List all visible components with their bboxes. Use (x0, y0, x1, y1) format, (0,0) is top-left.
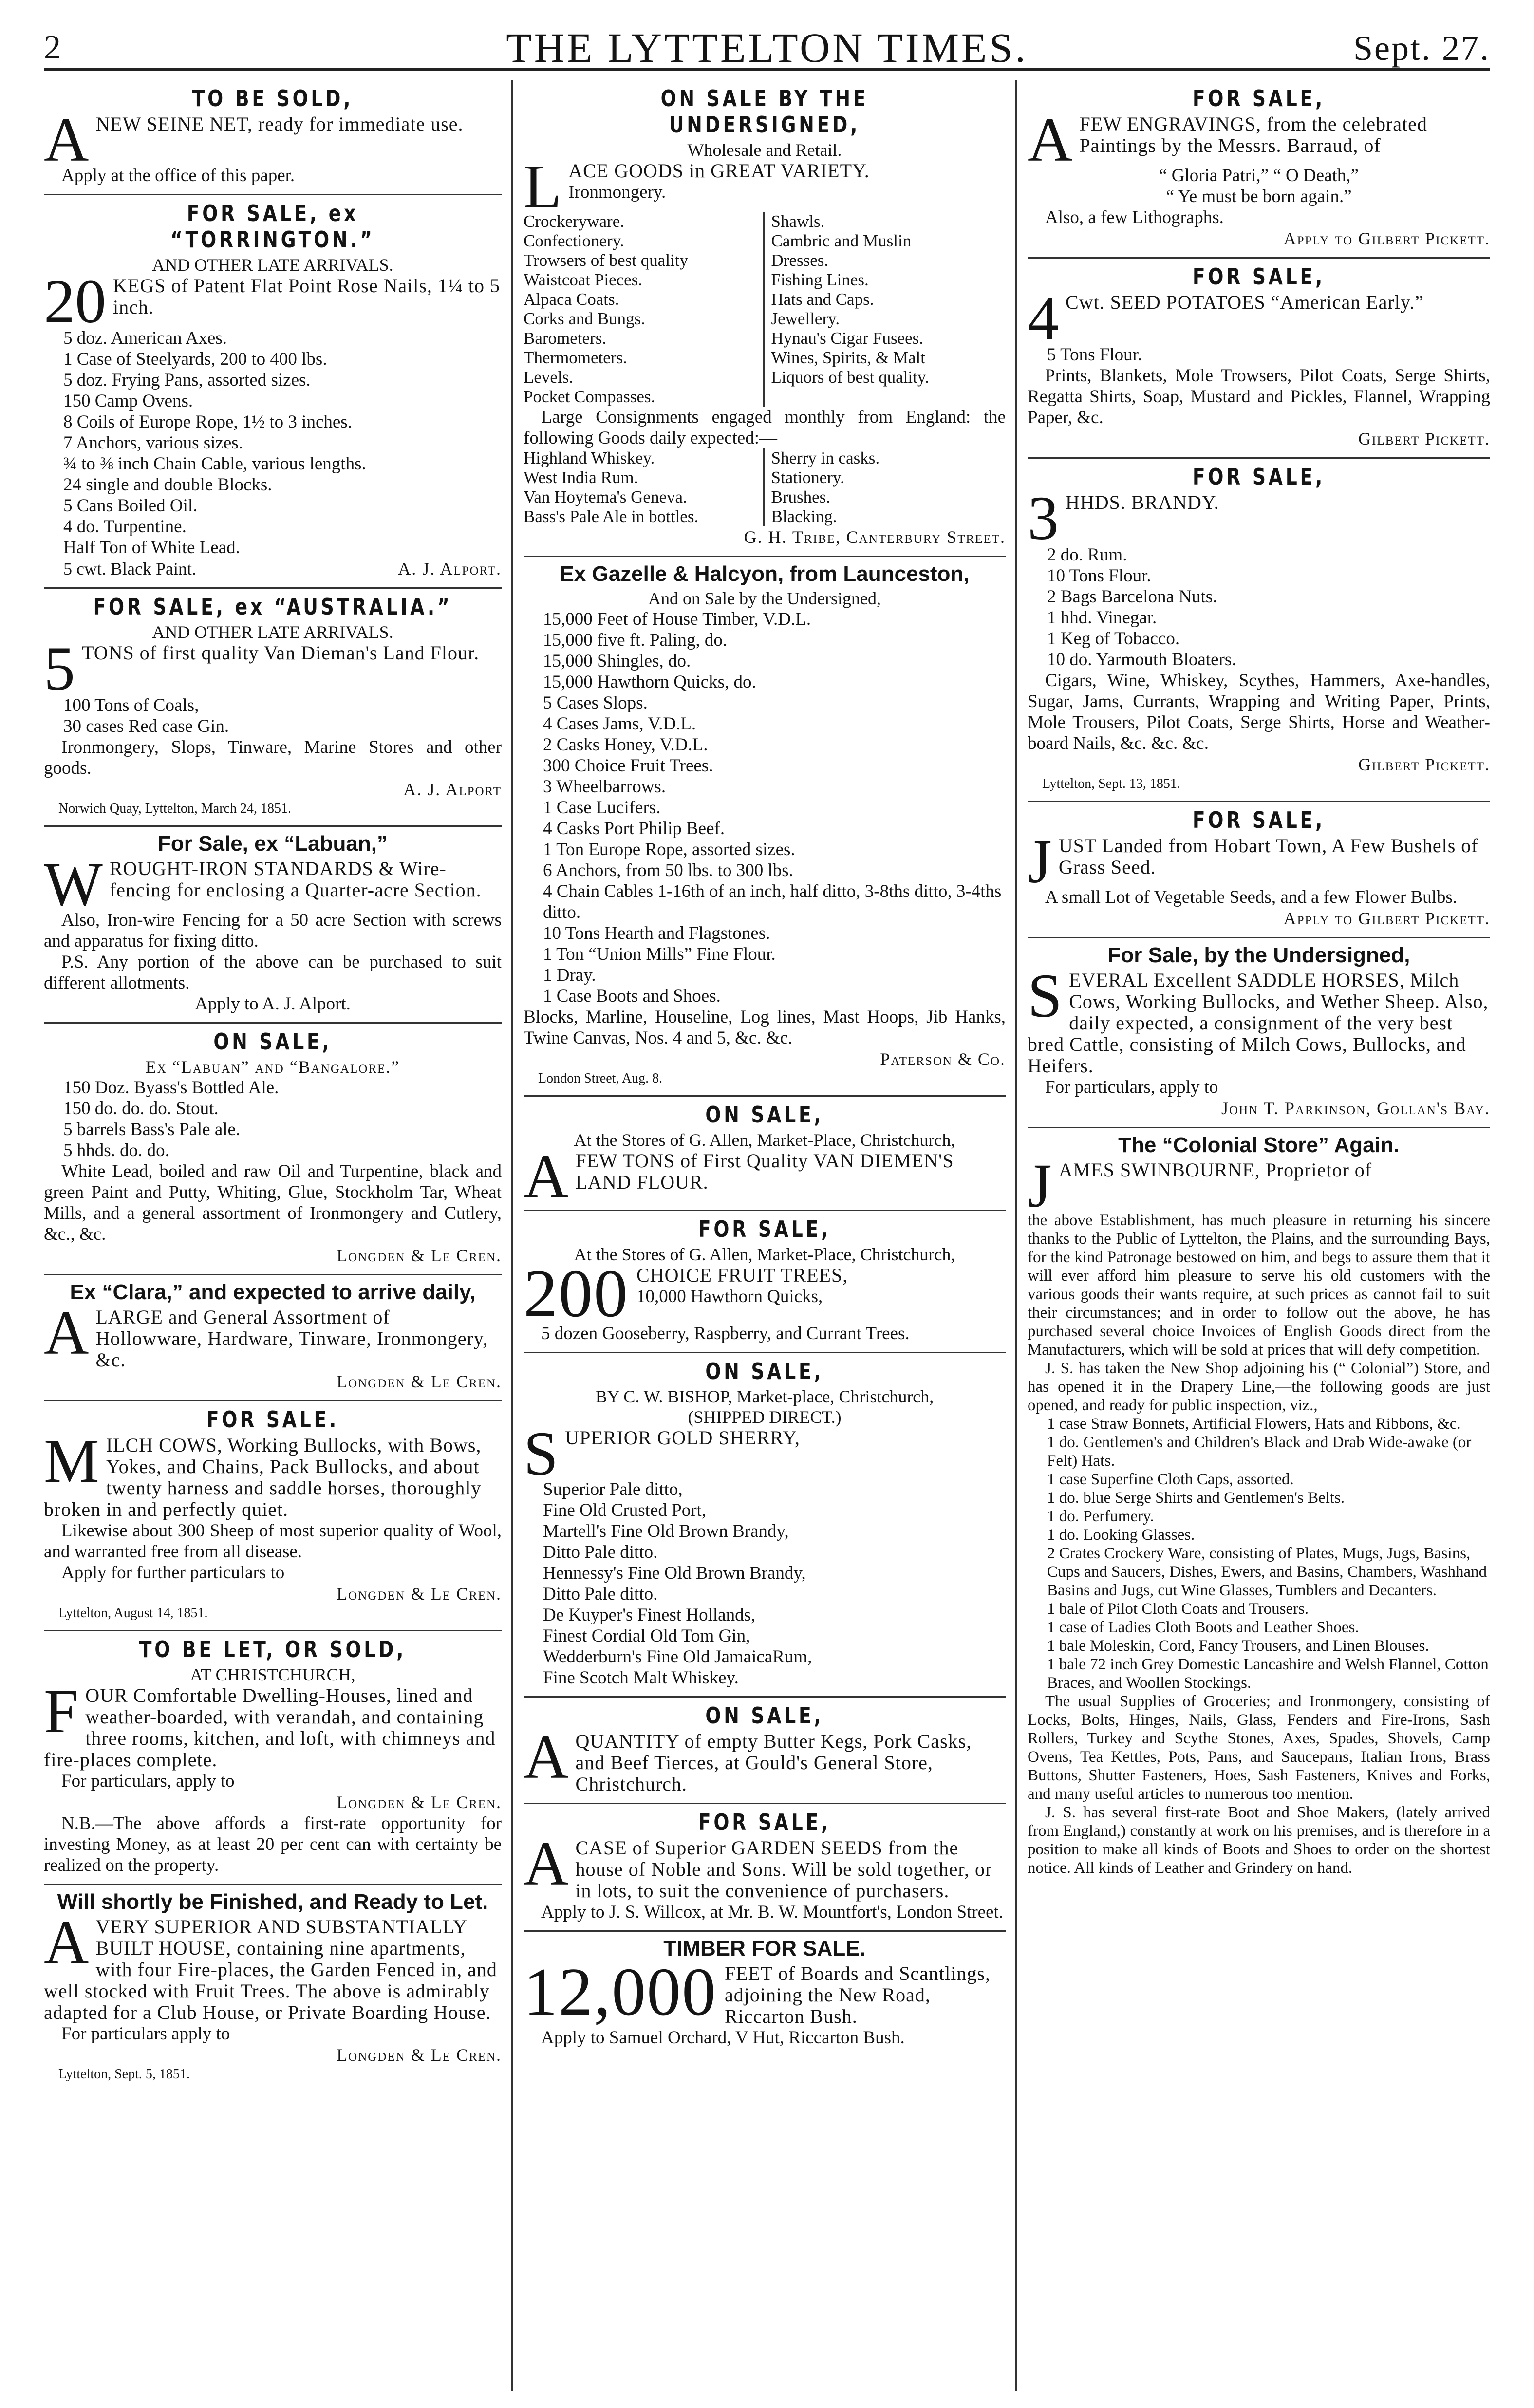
list-item: Martell's Fine Old Brown Brandy, (543, 1521, 789, 1541)
advert-heading: ON SALE, (705, 1702, 824, 1729)
advert-heading: FOR SALE, (1192, 464, 1326, 490)
list-item: Wines, Spirits, & Malt (771, 348, 926, 367)
advert-body: Ironmongery, Slops, Tinware, Marine Stores and other goods. (44, 737, 502, 778)
item-list (524, 609, 1006, 1007)
list-item: Finest Cordial Old Tom Gin, (543, 1626, 750, 1646)
advert-body: Blocks, Marline, Houseline, Log lines, Mast Hoops, Jib Hanks, Twine Canvas, Nos. 4 and 5, &c. &c. (524, 1007, 1006, 1048)
advert-heading: Will shortly be Finished, and Ready to Let. (57, 1890, 488, 1914)
list-item: 4 Casks Port Philip Beef. (543, 819, 725, 839)
advert-heading: For Sale, by the Undersigned, (1107, 943, 1410, 967)
advert-on-sale-ale (44, 1024, 502, 1275)
list-item: 10 Tons Hearth and Flagstones. (543, 923, 770, 943)
list-item: 4 Chain Cables 1-16th of an inch, half ditto, 3-8ths ditto, 3-4ths ditto. (543, 881, 1002, 922)
list-item: Trowsers of best quality (524, 251, 689, 270)
column-1 (44, 80, 502, 2391)
advert-allen-fruit-trees (524, 1211, 1006, 1353)
advert-bishop-sherry (524, 1353, 1006, 1698)
list-item: ¾ to ⅜ inch Chain Cable, various lengths. (63, 454, 366, 474)
advert-body: P.S. Any portion of the above can be purchased to suit different allotments. (44, 952, 502, 993)
advertiser-signature: Longden & Le Cren. (337, 1372, 502, 1391)
list-item: 10 Tons Flour. (1047, 566, 1151, 586)
advert-lead: FEET of Boards and Scantlings, adjoining the New Road, Riccarton Bush. (725, 1963, 991, 2027)
advert-body: “ Gloria Patri,” “ O Death,” (1159, 166, 1359, 186)
advertiser-signature: Gilbert Pickett. (1358, 755, 1490, 774)
list-item: 150 Doz. Byass's Bottled Ale. (63, 1078, 279, 1098)
list-item: 4 Cases Jams, V.D.L. (543, 714, 696, 734)
advert-body: Apply at the office of this paper. (61, 166, 295, 186)
list-item: 24 single and double Blocks. (63, 475, 272, 495)
advert-heading: TO BE LET, OR SOLD, (139, 1636, 407, 1662)
advert-body: Large Consignments engaged monthly from England: the following Goods daily expected:— (524, 407, 1006, 448)
advert-heading: The “Colonial Store” Again. (1118, 1133, 1400, 1157)
list-item: Cambric and Muslin (771, 231, 912, 250)
advert-body: The usual Supplies of Groceries; and Ironmongery, consisting of Locks, Bolts, Hinges, Nails, Glass, Fenders and Fire-Irons, Sash Rollers, Turkey and Scythe Stones, Axes, Spades, Shovels, Camp Ovens, Tea Kettles, Pots, Pans, and Saucepans, Italian Irons, Brass Buttons, Shutter Fasteners, Hoes, Sash Fasteners, Knives and Forks, and many useful articles to numerous too mention. (1028, 1693, 1490, 1803)
list-item: 15,000 five ft. Paling, do. (543, 630, 728, 650)
advert-heading: Ex Gazelle & Halcyon, from Launceston, (560, 562, 970, 586)
newspaper-title: THE LYTTELTON TIMES. (506, 24, 1028, 71)
advert-subheading: (SHIPPED DIRECT.) (688, 1407, 842, 1427)
advert-lead: HHDS. BRANDY. (1066, 492, 1219, 513)
advert-body: Apply for further particulars to (61, 1563, 285, 1583)
list-item: 1 Ton Europe Rope, assorted sizes. (543, 840, 795, 859)
advert-australia (44, 589, 502, 827)
list-item: Ditto Pale ditto. (543, 1584, 658, 1604)
item-list (1028, 1415, 1490, 1692)
advert-lead: CASE of Superior GARDEN SEEDS from the house of Noble and Sons. Will be sold together, or in lots, to suit the convenience of purchasers. (575, 1837, 992, 1902)
advert-apply: Apply to A. J. Alport. (195, 994, 351, 1014)
list-item: Van Hoytema's Geneva. (524, 487, 687, 506)
list-item: 1 Case Lucifers. (543, 798, 661, 818)
advert-heading: ON SALE, (705, 1358, 824, 1384)
list-item: Fine Old Crusted Port, (543, 1500, 707, 1520)
list-item: 1 case of Ladies Cloth Boots and Leather Shoes. (1047, 1619, 1359, 1636)
advert-lead: ROUGHT-IRON STANDARDS & Wire-fencing for enclosing a Quarter-acre Section. (109, 858, 482, 901)
drop-cap: S (524, 1427, 559, 1479)
list-item: 2 Crates Crockery Ware, consisting of Plates, Mugs, Jugs, Basins, Cups and Saucers, Dishes, Ewers, and Basins, Chambers, Washhand Basins and Jugs, cut Wine Glasses, Tumblers and Decanters. (1047, 1545, 1487, 1599)
advert-body: J. S. has several first-rate Boot and Shoe Makers, (lately arrived from England,) constantly at work on his premises, and is therefore in a position to make all kinds of Boots and Shoes to order on the shortest notice. All kinds of Leather and Grindery on hand. (1028, 1804, 1490, 1877)
goods-table (524, 448, 1006, 526)
advert-heading: FOR SALE. (206, 1406, 339, 1433)
advert-body: White Lead, boiled and raw Oil and Turpentine, black and green Paint and Putty, Whiting, Glue, Stockholm Tar, Wheat Mills, and a general assortment of Ironmongery and Cutlery, &c., &c. (44, 1161, 502, 1244)
list-item: 5 doz. Frying Pans, assorted sizes. (63, 370, 311, 390)
advert-lead: OUR Comfortable Dwelling-Houses, lined and weather-boarded, with verandah, and containing three rooms, kitchen, and loft, with chimneys and fire-places complete. (44, 1685, 496, 1771)
list-item: 5 Tons Flour. (1047, 345, 1142, 365)
advert-lead: AMES SWINBOURNE, Proprietor of (1058, 1159, 1372, 1181)
item-list (1028, 344, 1490, 365)
advert-engravings (1028, 80, 1490, 259)
list-item: 15,000 Feet of House Timber, V.D.L. (543, 609, 811, 629)
advert-boarding-house (44, 1885, 502, 2091)
advert-lead: CHOICE FRUIT TREES, (636, 1265, 848, 1286)
advert-heading: ON SALE BY THE UNDERSIGNED, (660, 85, 869, 138)
advert-labuan-fencing (44, 827, 502, 1024)
lead-number: 3 (1028, 492, 1059, 544)
page-number: 2 (44, 29, 61, 66)
list-item: Highland Whiskey. (524, 448, 655, 467)
list-item: Hennessy's Fine Old Brown Brandy, (543, 1563, 806, 1583)
list-item: West India Rum. (524, 468, 638, 487)
advert-lead: FEW ENGRAVINGS, from the celebrated Paintings by the Messrs. Barraud, of (1079, 113, 1427, 156)
list-item: Crockeryware. (524, 212, 624, 231)
masthead (44, 19, 1490, 71)
advert-lead: Cwt. SEED POTATOES “American Early.” (1066, 292, 1424, 313)
item-list (44, 328, 502, 558)
lead-number: 200 (524, 1265, 629, 1323)
list-item: 300 Choice Fruit Trees. (543, 756, 713, 776)
lead-number: 5 (44, 642, 75, 695)
list-item: De Kuyper's Finest Hollands, (543, 1605, 756, 1625)
list-item: 1 do. Looking Glasses. (1047, 1526, 1195, 1544)
advert-torrington (44, 195, 502, 589)
list-item: 100 Tons of Coals, (63, 695, 199, 715)
advert-subheading: At the Stores of G. Allen, Market-Place, Christchurch, (574, 1130, 955, 1150)
drop-cap: A (44, 113, 89, 165)
advert-timber (524, 1932, 1006, 2056)
advert-clara (44, 1275, 502, 1401)
advert-allen-flour (524, 1097, 1006, 1211)
advert-subheading: BY C. W. BISHOP, Market-place, Christchurch, (595, 1387, 934, 1406)
drop-cap: J (1028, 1159, 1052, 1211)
advert-seed-potatoes (1028, 259, 1490, 459)
advert-heading: FOR SALE, (1192, 263, 1326, 290)
list-item: Brushes. (771, 487, 831, 506)
list-item: Thermometers. (524, 348, 627, 367)
list-item: Superior Pale ditto, (543, 1479, 683, 1499)
list-item: Alpaca Coats. (524, 290, 619, 309)
list-item: Dresses. (771, 251, 829, 270)
advert-body: Also, a few Lithographs. (1045, 207, 1224, 227)
list-item: Jewellery. (771, 309, 840, 328)
list-item: 5 cwt. Black Paint. (63, 559, 196, 579)
advert-heading: FOR SALE, ex “TORRINGTON.” (170, 200, 375, 253)
advert-colonial-store (1028, 1128, 1490, 1885)
list-item: 1 Case of Steelyards, 200 to 400 lbs. (63, 349, 327, 369)
advert-saddle-horses (1028, 938, 1490, 1128)
list-item: 1 Keg of Tobacco. (1047, 629, 1180, 649)
advert-body: For particulars, apply to (1045, 1077, 1218, 1097)
list-item: Pocket Compasses. (524, 387, 655, 406)
list-item: 6 Anchors, from 50 lbs. to 300 lbs. (543, 860, 793, 880)
list-item: Hynau's Cigar Fusees. (771, 329, 924, 348)
list-item: 150 do. do. do. Stout. (63, 1099, 219, 1119)
advert-body: Cigars, Wine, Whiskey, Scythes, Hammers, Axe-handles, Sugar, Jams, Currants, Wrapping and Writing Paper, Prints, Mole Trousers, Pilot Coats, Serge Shirts, Horse and Weather-board Nails, &c. &c. &c. (1028, 671, 1490, 753)
list-item: Fishing Lines. (771, 270, 869, 289)
advert-lead: KEGS of Patent Flat Point Rose Nails, 1¼ to 5 inch. (113, 275, 500, 318)
dateline: Lyttelton, Sept. 5, 1851. (58, 2067, 190, 2082)
advert-heading: FOR SALE, (698, 1216, 831, 1242)
advert-body: For particulars apply to (61, 2024, 230, 2044)
list-item: 1 case Superfine Cloth Caps, assorted. (1047, 1471, 1294, 1488)
list-item: 2 Bags Barcelona Nuts. (1047, 587, 1217, 607)
advert-body: A small Lot of Vegetable Seeds, and a few Flower Bulbs. (1045, 887, 1458, 907)
dateline: Lyttelton, August 14, 1851. (58, 1605, 208, 1621)
list-item: Bass's Pale Ale in bottles. (524, 507, 699, 526)
list-item: Liquors of best quality. (771, 368, 929, 387)
list-item: Hats and Caps. (771, 290, 874, 309)
advert-body: J. S. has taken the New Shop adjoining his (“ Colonial”) Store, and has opened it in the Drapery Line,—the following goods are just opened, and ready for public inspection, viz., (1028, 1360, 1490, 1414)
advertiser-signature: Apply to Gilbert Pickett. (1283, 229, 1490, 248)
lead-number: 20 (44, 275, 106, 328)
list-item: 7 Anchors, various sizes. (63, 433, 243, 453)
list-item: 5 Cases Slops. (543, 693, 648, 713)
dateline: Lyttelton, Sept. 13, 1851. (1042, 776, 1180, 791)
list-item: 5 hhds. do. do. (63, 1140, 169, 1160)
dateline: London Street, Aug. 8. (538, 1071, 663, 1086)
advert-lead: ILCH COWS, Working Bullocks, with Bows, Yokes, and Chains, Pack Bullocks, and about twenty harness and saddle horses, thoroughly broken in and perfectly quiet. (44, 1435, 482, 1520)
list-item: 2 Casks Honey, V.D.L. (543, 735, 708, 755)
list-item: 1 bale Moleskin, Cord, Fancy Trousers, and Linen Blouses. (1047, 1637, 1429, 1655)
list-item: Wedderburn's Fine Old JamaicaRum, (543, 1647, 812, 1667)
list-item: 1 bale 72 inch Grey Domestic Lancashire and Welsh Flannel, Cotton Braces, and Woollen Stockings. (1047, 1656, 1489, 1692)
issue-date: Sept. 27. (1353, 29, 1490, 68)
list-item: 15,000 Hawthorn Quicks, do. (543, 672, 756, 692)
drop-cap: F (44, 1685, 79, 1746)
column-divider (511, 80, 513, 2391)
advert-gazelle-halcyon (524, 557, 1006, 1097)
advertiser-signature: A. J. Alport (403, 780, 502, 799)
drop-cap: S (1028, 970, 1063, 1030)
list-item: Fine Scotch Malt Whiskey. (543, 1668, 739, 1688)
list-item: Levels. (524, 368, 574, 387)
advert-heading: For Sale, ex “Labuan,” (158, 832, 388, 856)
advert-heading: FOR SALE, (698, 1809, 831, 1835)
column-3 (1028, 80, 1490, 2391)
advertiser-signature: Longden & Le Cren. (337, 1792, 502, 1812)
list-item: 5 Cans Boiled Oil. (63, 496, 198, 516)
drop-cap: A (524, 1837, 569, 1898)
advertiser-signature: Longden & Le Cren. (337, 1584, 502, 1604)
advert-heading: Ex “Clara,” and expected to arrive daily, (70, 1280, 476, 1304)
advert-lead: VERY SUPERIOR AND SUBSTANTIALLY BUILT HOUSE, containing nine apartments, with four Fire-places, the Garden Fenced in, and well stocked with Fruit Trees. The above is admirably adapted for a Club House, or Private Boarding House. (44, 1916, 497, 2023)
advert-body: 5 dozen Gooseberry, Raspberry, and Currant Trees. (541, 1324, 910, 1344)
advert-heading: ON SALE, (213, 1028, 332, 1055)
advert-subheading: At the Stores of G. Allen, Market-Place, Christchurch, (574, 1245, 955, 1264)
list-item: 1 bale of Pilot Cloth Coats and Trousers. (1047, 1600, 1309, 1618)
advertiser-signature: G. H. Tribe, Canterbury Street. (744, 527, 1006, 547)
list-item: Waistcoat Pieces. (524, 270, 643, 289)
list-item: Barometers. (524, 329, 607, 348)
advert-seine-net (44, 80, 502, 195)
list-item: 15,000 Shingles, do. (543, 651, 691, 671)
advert-body: Likewise about 300 Sheep of most superior quality of Wool, and warranted free from all disease. (44, 1521, 502, 1562)
drop-cap: J (1028, 835, 1052, 887)
advertiser-signature: John T. Parkinson, Gollan's Bay. (1221, 1099, 1490, 1118)
list-item: Shawls. (771, 212, 825, 231)
advert-body: N.B.—The above affords a first-rate opportunity for investing Money, as at least 20 per cent can with certainty be realized on the property. (44, 1813, 502, 1875)
list-item: 1 do. blue Serge Shirts and Gentlemen's Belts. (1047, 1489, 1345, 1507)
list-item: 8 Coils of Europe Rope, 1½ to 3 inches. (63, 412, 352, 432)
advert-body: the above Establishment, has much pleasure in returning his sincere thanks to the Public of Lyttelton, the Plains, and the surrounding Bays, for the kind Patronage bestowed on him, and begs to assure them that it will ever afford him pleasure to serve his old customers with the various goods their wants require, at such prices as cannot fail to suit their circumstances; and in order to follow out the above, he has purchased several choice Invoices of English Goods direct from the Manufacturers, which will be sold at prices that will defy competition. (1028, 1212, 1490, 1359)
advert-lead: UST Landed from Hobart Town, A Few Bushels of Grass Seed. (1058, 835, 1478, 878)
advert-heading: TO BE SOLD, (192, 85, 354, 112)
drop-cap: A (44, 1307, 89, 1367)
advert-heading: FOR SALE, (1192, 85, 1326, 112)
list-item: 1 do. Perfumery. (1047, 1508, 1154, 1525)
advert-tribe-goods (524, 80, 1006, 557)
column-divider (1015, 80, 1017, 2391)
item-list (44, 695, 502, 737)
list-item: 1 do. Gentlemen's and Children's Black and Drab Wide-awake (or Felt) Hats. (1047, 1434, 1472, 1470)
advert-subheading: Ex “Labuan” and “Bangalore.” (145, 1057, 400, 1077)
lead-number: 12,000 (524, 1963, 717, 2027)
list-item: 1 Ton “Union Mills” Fine Flour. (543, 944, 776, 964)
drop-cap: A (524, 1731, 569, 1792)
list-item: Stationery. (771, 468, 844, 487)
advert-body: For particulars, apply to (61, 1771, 235, 1791)
advert-lead: 10,000 Hawthorn Quicks, (636, 1287, 823, 1307)
drop-cap: A (524, 1150, 569, 1202)
advert-lead: QUANTITY of empty Butter Kegs, Pork Casks, and Beef Tierces, at Gould's General Store, Christchurch. (575, 1731, 972, 1795)
list-item: 4 do. Turpentine. (63, 517, 187, 537)
advert-brandy (1028, 459, 1490, 802)
advert-lead: FEW TONS of First Quality VAN DIEMEN'S LAND FLOUR. (575, 1150, 954, 1193)
list-item: Sherry in casks. (771, 448, 880, 467)
advert-lead: ACE GOODS in GREAT VARIETY. (568, 160, 870, 182)
advertiser-signature: Longden & Le Cren. (337, 2045, 502, 2065)
advertiser-signature: Paterson & Co. (880, 1049, 1006, 1069)
advertiser-signature: A. J. Alport. (398, 559, 502, 579)
list-item: 30 cases Red case Gin. (63, 716, 229, 736)
advert-milch-cows (44, 1401, 502, 1631)
advert-heading: FOR SALE, ex “AUSTRALIA.” (93, 594, 452, 620)
advert-subheading: And on Sale by the Undersigned, (648, 589, 881, 608)
list-item: 1 Dray. (543, 965, 596, 985)
advert-lead: Ironmongery. (568, 182, 666, 202)
list-item: 5 barrels Bass's Pale ale. (63, 1120, 241, 1139)
list-item: Ditto Pale ditto. (543, 1542, 658, 1562)
advert-body: Apply to J. S. Willcox, at Mr. B. W. Mountfort's, London Street. (541, 1902, 1004, 1922)
advertiser-signature: Gilbert Pickett. (1358, 429, 1490, 448)
list-item: 5 doz. American Axes. (63, 328, 227, 348)
drop-cap: M (44, 1435, 99, 1495)
goods-table (524, 212, 1006, 407)
advert-body: Apply to Samuel Orchard, V Hut, Riccarton Bush. (541, 2028, 905, 2048)
advert-subheading: Wholesale and Retail. (687, 140, 842, 160)
advert-butter-kegs (524, 1698, 1006, 1804)
lead-number: 4 (1028, 292, 1059, 344)
drop-cap: L (524, 160, 562, 212)
advert-lead: TONS of first quality Van Dieman's Land Flour. (82, 642, 480, 664)
column-2 (524, 80, 1006, 2391)
list-item: Blacking. (771, 507, 837, 526)
advert-subheading: AND OTHER LATE ARRIVALS. (152, 255, 393, 275)
advert-heading: TIMBER FOR SALE. (663, 1937, 866, 1960)
advertiser-signature: Longden & Le Cren. (337, 1246, 502, 1265)
advert-lead: UPERIOR GOLD SHERRY, (565, 1427, 800, 1449)
list-item: 1 hhd. Vinegar. (1047, 608, 1157, 628)
item-list (1028, 544, 1490, 670)
list-item: 2 do. Rum. (1047, 545, 1127, 565)
advertiser-signature: Apply to Gilbert Pickett. (1283, 909, 1490, 928)
dateline: Norwich Quay, Lyttelton, March 24, 1851. (58, 801, 291, 816)
list-item: 150 Camp Ovens. (63, 391, 193, 411)
list-item: 1 Case Boots and Shoes. (543, 986, 721, 1006)
advert-lead: EVERAL Excellent SADDLE HORSES, Milch Cows, Working Bullocks, and Wether Sheep. Also, daily expected, a consignment of the very best bred Cattle, consisting of Milch Cows, Bullocks, and Heifers. (1028, 970, 1489, 1077)
advert-heading: ON SALE, (705, 1101, 824, 1128)
item-list (44, 1077, 502, 1161)
advert-heading: FOR SALE, (1192, 807, 1326, 833)
advert-subheading: AT CHRISTCHURCH, (190, 1665, 355, 1684)
list-item: 1 case Straw Bonnets, Artificial Flowers, Hats and Ribbons, &c. (1047, 1415, 1461, 1433)
advert-dwelling-houses (44, 1631, 502, 1885)
advert-body: Prints, Blankets, Mole Trowsers, Pilot Coats, Serge Shirts, Regatta Shirts, Soap, Mustard and Pickles, Flannel, Wrapping Paper, &c. (1028, 366, 1490, 428)
list-item: Corks and Bungs. (524, 309, 645, 328)
advert-lead: NEW SEINE NET, ready for immediate use. (95, 113, 464, 135)
advert-grass-seed (1028, 802, 1490, 938)
newspaper-page (44, 19, 1490, 2391)
advert-body: Also, Iron-wire Fencing for a 50 acre Section with screws and apparatus for fixing ditto. (44, 910, 502, 951)
advert-subheading: AND OTHER LATE ARRIVALS. (152, 622, 393, 642)
list-item: Confectionery. (524, 231, 624, 250)
advert-lead: LARGE and General Assortment of Hollowware, Hardware, Tinware, Ironmongery, &c. (95, 1307, 488, 1371)
drop-cap: A (1028, 113, 1073, 165)
advert-garden-seeds (524, 1804, 1006, 1932)
list-item: 3 Wheelbarrows. (543, 777, 666, 797)
item-list (524, 1479, 1006, 1688)
drop-cap: A (44, 1916, 89, 1977)
advert-body: “ Ye must be born again.” (1166, 187, 1352, 206)
drop-cap: W (44, 858, 103, 910)
list-item: 10 do. Yarmouth Bloaters. (1047, 650, 1236, 670)
list-item: Half Ton of White Lead. (63, 538, 240, 558)
